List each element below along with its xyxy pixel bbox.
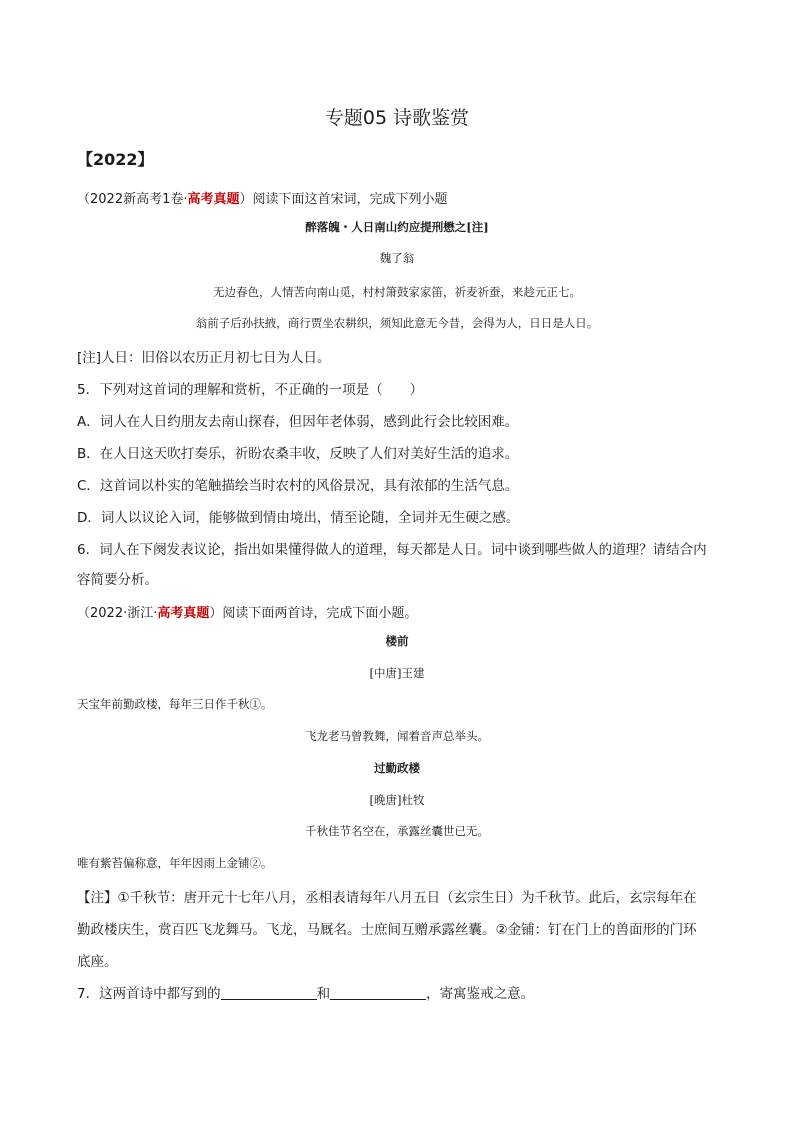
option-a: A．词人在人日约朋友去南山探春，但因年老体弱，感到此行会比较困难。: [77, 414, 519, 430]
q2-source-suffix: ）阅读下面两首诗，完成下面小题。: [209, 606, 418, 621]
q1-note: [注]人日：旧俗以农历正月初七日为人日。: [77, 350, 331, 366]
q1-poem-author: 魏了翁: [379, 251, 415, 265]
question-7-middle: 和: [316, 986, 331, 1002]
q1-poem-line-1: 无边春色，人情苦向南山觅，村村箫鼓家家笛，祈麦祈蚕，来趁元正七。: [213, 285, 581, 299]
poem2-line-2: 唯有紫苔偏称意，年年因雨上金铺②。: [77, 856, 273, 870]
q2-note-line-1: 【注】①千秋节：唐开元十七年八月，丞相表请每年八月五日（玄宗生日）为千秋节。此后，玄宗每年在: [77, 890, 697, 906]
question-6-line-2: 容简要分析。: [77, 572, 158, 588]
option-d: D．词人以议论入词，能够做到情由境出，情至论随，全词并无生硬之感。: [77, 510, 520, 526]
q2-note-line-2: 勤政楼庆生，赏百匹飞龙舞马。飞龙，马厩名。士庶间互赠承露丝囊。②金铺：钉在门上的兽面形的门环: [77, 922, 697, 938]
year-heading: 【2022】: [77, 150, 154, 169]
q1-poem-title: 醉落魄・人日南山约应提刑懋之[注]: [305, 220, 489, 234]
q1-poem-line-2: 翁前子后孙扶掖，商行贾坐农耕织，须知此意无今昔，会得为人，日日是人日。: [195, 316, 599, 330]
q1-source-line: [77, 188, 448, 207]
q1-source-suffix: ）阅读下面这首宋词，完成下列小题: [239, 192, 448, 207]
q2-source-tag: 高考真题: [157, 606, 210, 621]
question-7: [77, 982, 534, 1002]
poem1-line-2: 飞龙老马曾教舞，闻着音声总举头。: [305, 729, 489, 743]
q2-source-line: [77, 602, 417, 621]
poem1-author: [中唐]王建: [369, 666, 425, 680]
poem1-title: 楼前: [385, 634, 409, 648]
poem2-title: 过勤政楼: [374, 761, 420, 775]
option-b: B．在人日这天吹打奏乐，祈盼农桑丰收，反映了人们对美好生活的追求。: [77, 446, 519, 462]
q2-source-prefix: （2022·浙江·: [77, 606, 158, 621]
answer-blank-1[interactable]: [221, 985, 317, 1000]
page-title: 专题05 诗歌鉴赏: [324, 107, 470, 129]
question-7-prefix: 7．这两首诗中都写到的: [77, 986, 221, 1002]
answer-blank-2[interactable]: [330, 985, 426, 1000]
poem1-line-1: 天宝年前勤政楼，每年三日作千秋①。: [77, 697, 273, 711]
question-7-suffix: ，寄寓鉴戒之意。: [426, 986, 535, 1002]
question-6-line-1: 6．词人在下阕发表议论，指出如果懂得做人的道理，每天都是人日。词中谈到哪些做人的道理？请结合内: [77, 542, 707, 558]
question-5: 5．下列对这首词的理解和赏析，不正确的一项是（ ）: [77, 382, 424, 398]
q1-source-tag: 高考真题: [187, 192, 240, 207]
option-c: C．这首词以朴实的笔触描绘当时农村的风俗景况，具有浓郁的生活气息。: [77, 478, 519, 494]
poem2-line-1: 千秋佳节名空在，承露丝囊世已无。: [305, 824, 489, 838]
q1-source-prefix: （2022新高考1卷·: [77, 192, 188, 207]
poem2-author: [晚唐]杜牧: [369, 793, 425, 807]
q2-note-line-3: 底座。: [77, 954, 118, 970]
